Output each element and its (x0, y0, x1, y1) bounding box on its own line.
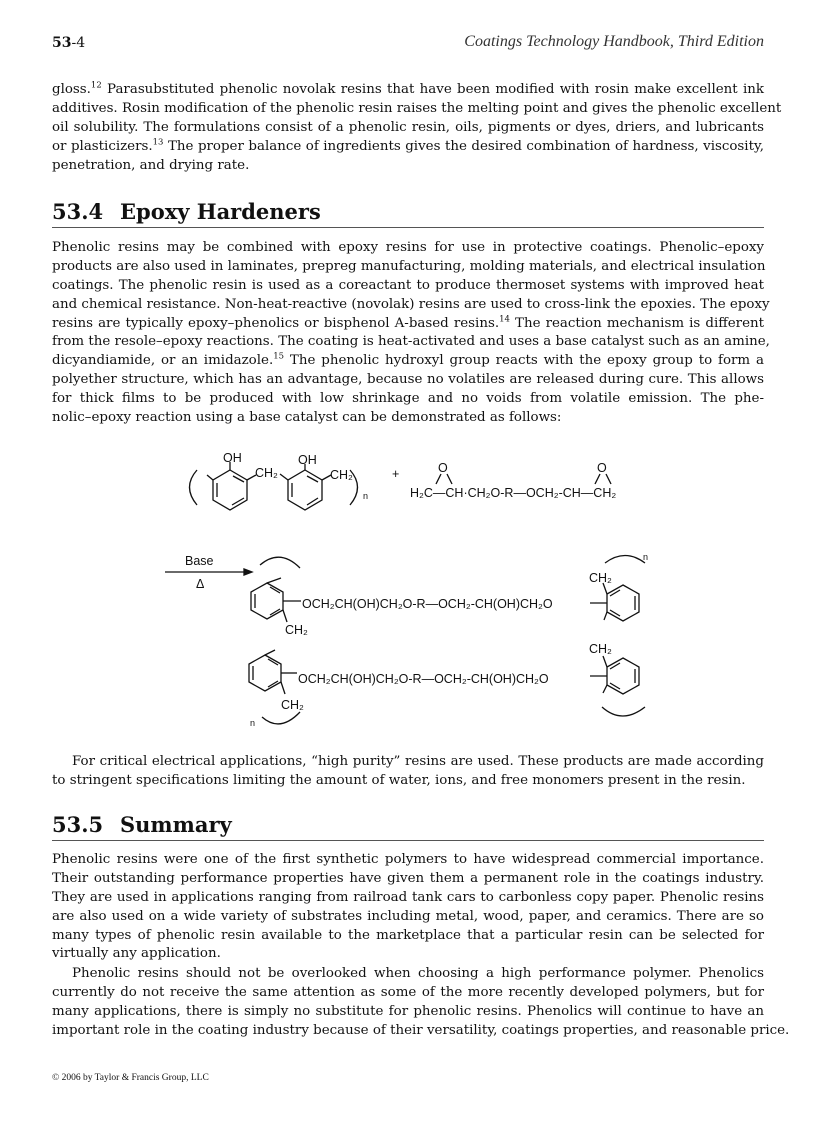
text-run: resins are typically epoxy–phenolics or bisphenol A-based resins. (52, 315, 500, 331)
text-line (52, 908, 764, 927)
text-run: nolic–epoxy reaction using a base catalyst can be demonstrated as follows: (52, 410, 562, 426)
section-title: Epoxy Hardeners (120, 199, 321, 224)
benzene-ring (213, 470, 247, 510)
methylene-label: CH₂ (255, 466, 278, 480)
text-run: Phenolic resins were one of the first synthetic polymers to have widespread commercial importance. (52, 852, 764, 867)
text-run: and chemical resistance. Non-heat-reactive (novolak) resins are used to cross-link the epoxies. The epoxy (52, 296, 770, 312)
text-run: are also used on a wide variety of substrates including metal, wood, paper, and ceramics. There are so (52, 908, 764, 924)
repeat-n-label: n (363, 491, 369, 501)
text-run: oil solubility. The formulations consist of a phenolic resin, oils, pigments or dyes, driers, and lubricants (52, 119, 764, 135)
hydroxyl-label: OH (298, 453, 317, 467)
product-chain-formula: OCH₂CH(OH)CH₂O-R—OCH₂-CH(OH)CH₂O (298, 672, 549, 686)
left-bracket (190, 470, 198, 505)
page-suffix: -4 (71, 35, 86, 51)
reference-superscript: 14 (499, 314, 510, 325)
chapter-number: 53 (52, 35, 72, 51)
text-run: polyether structure, which has an advantage, because no volatiles are released during cure. This allows (52, 372, 764, 388)
running-title: Coatings Technology Handbook, Third Edition (464, 33, 764, 50)
text-run: Phenolic resins should not be overlooked when choosing a high performance polymer. Phenolics (72, 966, 764, 981)
plus-sign: + (392, 467, 400, 481)
catalyst-label: Base (185, 554, 214, 568)
methylene-label: CH₂ (285, 623, 308, 637)
text-run: They are used in applications ranging from railroad tank cars to carbonless copy paper. Phenolic resins (52, 889, 764, 905)
text-run: to stringent specifications limiting the amount of water, ions, and free monomers present in the resin. (52, 772, 746, 788)
copyright-footer: © 2006 by Taylor & Francis Group, LLC (52, 1073, 209, 1083)
text-line (52, 1022, 790, 1041)
epoxide-oxygen: O (597, 461, 607, 475)
repeat-n-label: n (250, 718, 256, 728)
heat-label: Δ (196, 577, 205, 591)
epoxide-oxygen: O (438, 461, 448, 475)
text-run: The proper balance of ingredients gives the desired combination of hardness, viscosity, (163, 138, 765, 154)
text-line (52, 965, 764, 984)
text-line (52, 1003, 764, 1022)
hydroxyl-label: OH (223, 451, 242, 465)
section-title: Summary (120, 812, 232, 837)
reference-superscript: 15 (273, 351, 285, 362)
text-run: products are also used in laminates, prepreg manufacturing, molding materials, and electrical insulation (52, 258, 766, 274)
text-run: Their outstanding performance properties have given them a permanent role in the coatings industry. (52, 870, 764, 886)
repeat-n-label: n (643, 552, 649, 562)
text-line (52, 945, 764, 964)
section-number: 53.5 (52, 812, 104, 837)
epoxy-resin-formula: H₂C—CH·CH₂O-R—OCH₂-CH—CH₂ (410, 486, 617, 500)
reaction-arrow (165, 569, 252, 575)
text-run: currently do not receive the same attention as some of the more recently developed polymers, but for (52, 984, 764, 1000)
product-chain-formula: OCH₂CH(OH)CH₂O-R—OCH₂-CH(OH)CH₂O (302, 597, 553, 611)
text-run: important role in the coating industry because of their versatility, coatings properties, and reasonable price. (52, 1022, 790, 1038)
text-run: many applications, there is simply no substitute for phenolic resins. Phenolics will continue to have an (52, 1003, 764, 1019)
text-line (52, 870, 764, 889)
text-run: penetration, and drying rate. (52, 157, 250, 173)
text-run: Phenolic resins may be combined with epoxy resins for use in protective coatings. Phenolic–epoxy (52, 240, 764, 255)
text-run: The phenolic hydroxyl group reacts with the epoxy group to form a (284, 353, 764, 369)
text-line (52, 927, 764, 946)
section-heading-summary (52, 812, 764, 841)
paragraph-high-purity (52, 753, 764, 791)
benzene-ring (288, 470, 322, 510)
epoxide-rings (436, 474, 611, 484)
reference-superscript: 12 (90, 80, 102, 91)
section-number: 53.4 (52, 199, 104, 224)
methylene-label: CH₂ (330, 468, 353, 482)
text-line (52, 772, 764, 791)
text-run: for thick films to be produced with low shrinkage and no voids from volatile emission. The phe- (52, 391, 764, 407)
reference-superscript: 13 (152, 137, 164, 148)
text-run: or plasticizers. (52, 138, 153, 154)
text-run: For critical electrical applications, “high purity” resins are used. These products are made according (72, 754, 764, 769)
text-run: virtually any application. (52, 946, 221, 962)
text-run: from the resole–epoxy reactions. The coating is heat-activated and uses a base catalyst such as an amine, (52, 334, 770, 350)
text-line (52, 851, 764, 870)
text-line (52, 889, 764, 908)
text-run: many types of phenolic resin available to the marketplace that a particular resin can be selected for (52, 927, 764, 943)
text-line (52, 984, 764, 1003)
methylene-label: CH₂ (589, 571, 612, 585)
text-run: The reaction mechanism is different (509, 315, 764, 331)
text-run: gloss. (52, 82, 91, 97)
paragraph-summary-2 (52, 965, 790, 1041)
text-run: Parasubstituted phenolic novolak resins that have been modified with rosin make excellent ink (101, 82, 764, 97)
text-line (52, 753, 764, 772)
text-run: coatings. The phenolic resin is used as a coreactant to produce thermoset systems with improved heat (52, 277, 764, 293)
text-run: additives. Rosin modification of the phenolic resin raises the melting point and gives the phenolic excellent (52, 100, 782, 116)
paragraph-summary-1 (52, 851, 764, 964)
methylene-label: CH₂ (589, 642, 612, 656)
product-structure (249, 556, 645, 724)
methylene-label: CH₂ (281, 698, 304, 712)
text-run: dicyandiamide, or an imidazole. (52, 353, 274, 369)
